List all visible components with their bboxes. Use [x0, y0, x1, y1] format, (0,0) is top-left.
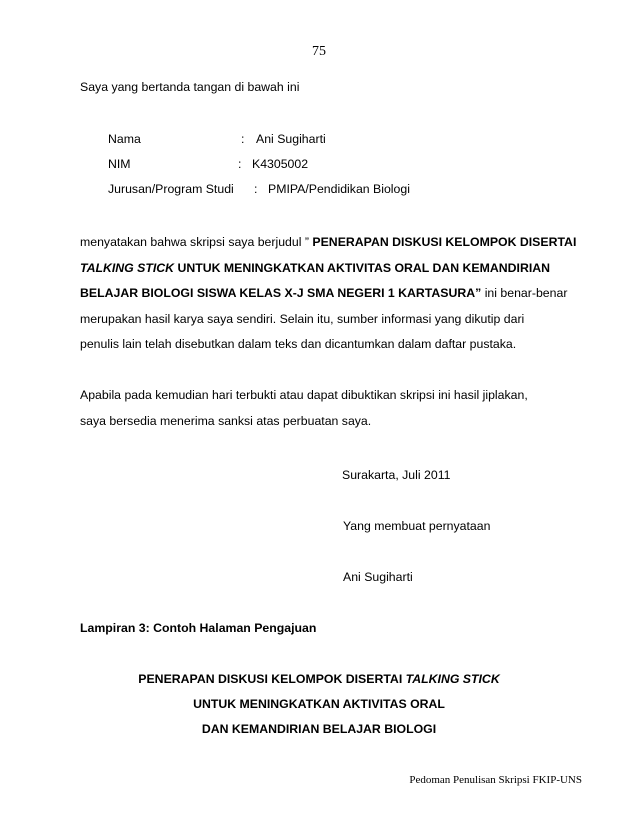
statement-line-2 [80, 256, 578, 282]
statement-title-part-3: BELAJAR BIOLOGI SISWA KELAS X-J SMA NEGERI 1 KARTASURA” [80, 286, 482, 301]
statement-title-italic: TALKING STICK [80, 260, 175, 275]
signature-name: Ani Sugiharti [343, 570, 413, 584]
statement-line-3 [80, 281, 578, 307]
statement-title-part-1: PENERAPAN DISKUSI KELOMPOK DISERTAI [312, 235, 577, 249]
footer-text: Pedoman Penulisan Skripsi FKIP-UNS [409, 774, 582, 786]
identity-value-nim: K4305002 [252, 157, 309, 171]
statement-line-1 [80, 230, 578, 256]
identity-label-program: Jurusan/Program Studi [108, 182, 234, 196]
consequence-paragraph [80, 383, 578, 434]
title-line-1 [0, 672, 638, 686]
signature-place-date: Surakarta, Juli 2011 [342, 468, 451, 482]
statement-paragraph [80, 230, 578, 358]
signature-role: Yang membuat pernyataan [343, 519, 491, 533]
intro-text: Saya yang bertanda tangan di bawah ini [80, 80, 300, 94]
title-line-1-bold: PENERAPAN DISKUSI KELOMPOK DISERTAI [138, 672, 406, 686]
title-line-3: DAN KEMANDIRIAN BELAJAR BIOLOGI [201, 722, 437, 736]
identity-label-nim: NIM [108, 157, 131, 171]
statement-line-1-normal: menyatakan bahwa skripsi saya berjudul ” [80, 235, 313, 249]
identity-label-name: Nama [108, 132, 141, 146]
title-line-2: UNTUK MENINGKATKAN AKTIVITAS ORAL [193, 697, 445, 711]
statement-title-part-2: UNTUK MENINGKATKAN AKTIVITAS ORAL DAN KEMANDIRIAN [174, 260, 550, 275]
identity-value-program: PMIPA/Pendidikan Biologi [268, 182, 410, 196]
statement-line-5: penulis lain telah disebutkan dalam teks dan dicantumkan dalam daftar pustaka. [80, 337, 517, 352]
title-line-1-italic: TALKING STICK [405, 672, 500, 686]
statement-line-3-normal: ini benar-benar [481, 286, 568, 301]
identity-value-name: Ani Sugiharti [256, 132, 326, 146]
identity-colon-name: : [241, 132, 245, 146]
consequence-line-1: Apabila pada kemudian hari terbukti atau dapat dibuktikan skripsi ini hasil jiplakan, [80, 388, 528, 402]
identity-colon-program: : [254, 182, 258, 196]
consequence-line-2: saya bersedia menerima sanksi atas perbuatan saya. [80, 413, 372, 428]
identity-colon-nim: : [238, 157, 242, 171]
statement-line-4: merupakan hasil karya saya sendiri. Selain itu, sumber informasi yang dikutip dari [80, 311, 525, 326]
appendix-heading: Lampiran 3: Contoh Halaman Pengajuan [80, 621, 317, 635]
page-number: 75 [312, 44, 326, 59]
